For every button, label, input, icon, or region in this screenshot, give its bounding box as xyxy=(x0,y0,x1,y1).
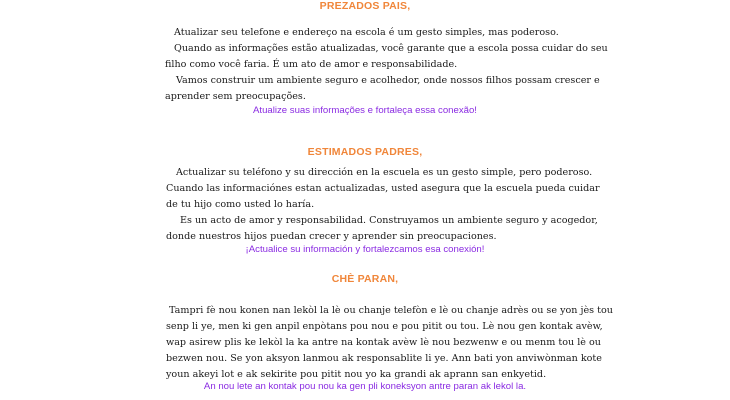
body-line: de tu hijo como usted lo haría. xyxy=(166,199,315,210)
body-line: wap asirew plis ke lekòl la ka antre na kontak avèw lè nou bezwenw e ou menm tou lè ou xyxy=(166,337,601,348)
body-line: youn akeyi lot e ak sekirite pou pitit nou yo ka grandi ak aprann san enkyetid. xyxy=(166,369,547,380)
body-line: filho como você faria. É um ato de amor e responsabilidade. xyxy=(165,59,458,70)
section-heading: CHÈ PARAN, xyxy=(331,273,399,285)
call-to-action: ¡Actualice su información y fortalezcamos esa conexión! xyxy=(245,244,485,255)
body-line: Quando as informações estão atualizadas, você garante que a escola possa cuidar do seu xyxy=(174,43,608,54)
body-line: Actualizar su teléfono y su dirección en la escuela es un gesto simple, pero poderoso. xyxy=(176,167,593,178)
body-line: bezwen nou. Se yon aksyon lanmou ak responsablite li ye. Ann bati yon anviwònman kote xyxy=(166,353,602,364)
body-line: Tampri fè nou konen nan lekòl la lè ou chanje telefòn e lè ou chanje adrès ou se yon jès tou xyxy=(169,305,613,316)
call-to-action: Atualize suas informações e fortaleça essa conexão! xyxy=(253,105,477,116)
body-line: aprender sem preocupações. xyxy=(165,91,306,102)
section-heading: ESTIMADOS PADRES, xyxy=(307,146,423,158)
body-line: Atualizar seu telefone e endereço na escola é um gesto simples, mas poderoso. xyxy=(174,27,559,38)
body-line: Es un acto de amor y responsabilidad. Construyamos un ambiente seguro y acogedor, xyxy=(180,215,598,226)
body-line: Vamos construir um ambiente seguro e acolhedor, onde nossos filhos possam crescer e xyxy=(176,75,600,86)
section-heading: PREZADOS PAIS, xyxy=(319,0,411,12)
body-line: Cuando las informaciónes estan actualizadas, usted asegura que la escuela pueda cuidar xyxy=(166,183,600,194)
body-line: senp li ye, men ki gen anpil enpòtans pou nou e pou pitit ou tou. Lè nou gen kontak avèw, xyxy=(166,321,603,332)
call-to-action: An nou lete an kontak pou nou ka gen pli koneksyon antre paran ak lekol la. xyxy=(203,381,527,392)
body-line: donde nuestros hijos puedan crecer y aprender sin preocupaciones. xyxy=(166,231,497,242)
